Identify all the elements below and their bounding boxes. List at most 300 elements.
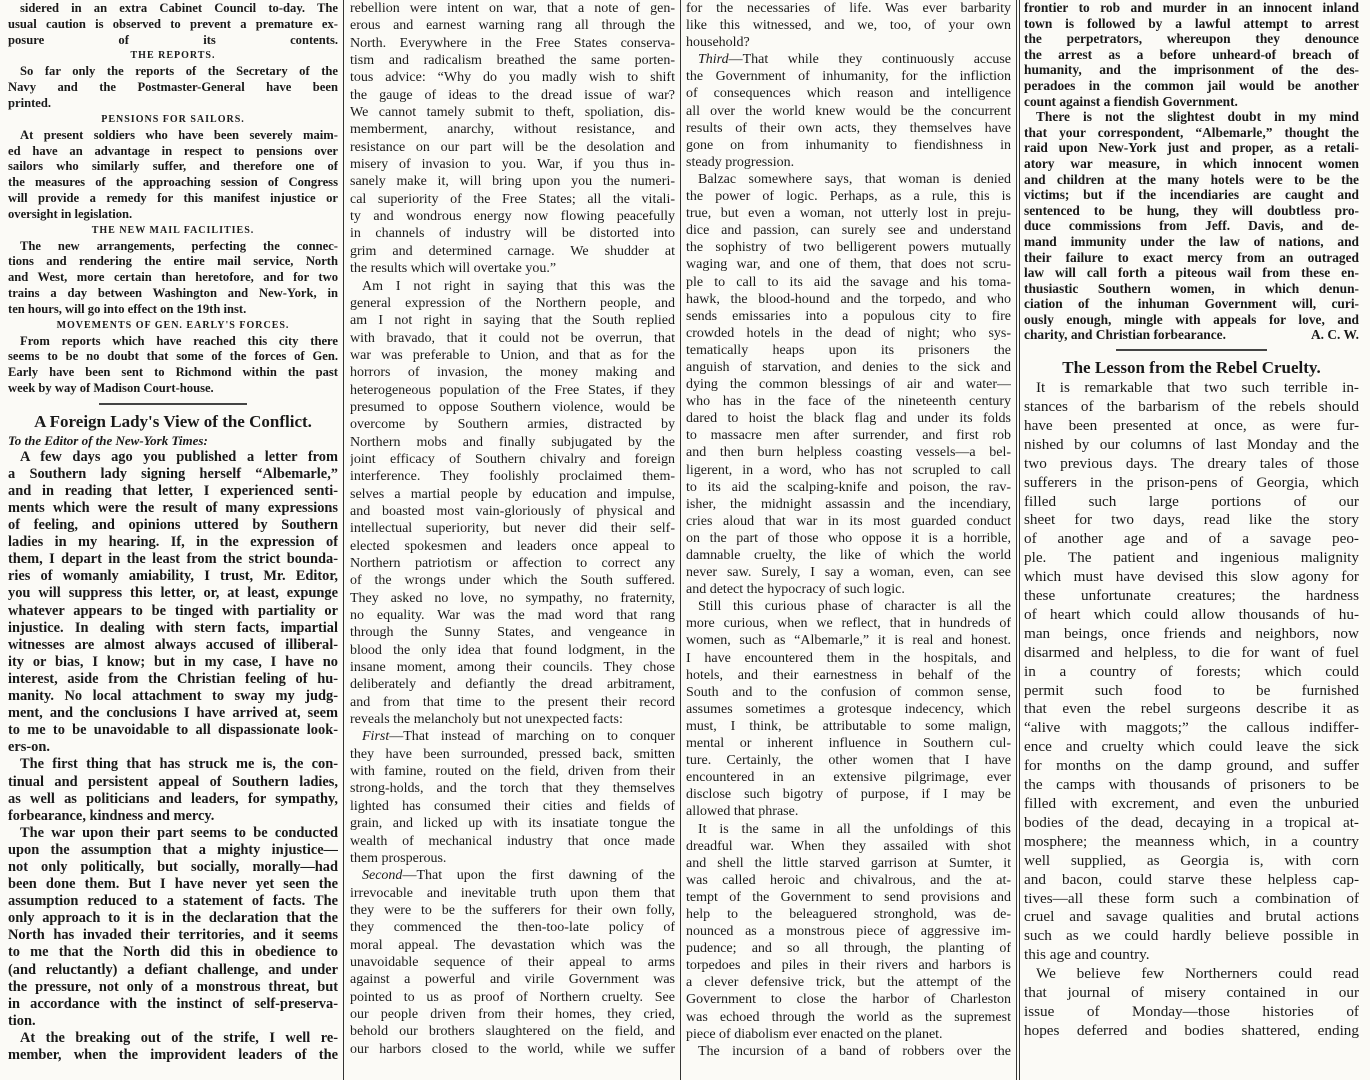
- line-text: issue of Monday—those histories of: [1024, 1002, 1359, 1020]
- text-line: [686, 872, 1011, 889]
- text-line: [350, 885, 675, 902]
- paragraph: [8, 1, 338, 48]
- text-line: [686, 650, 1011, 667]
- text-line: [350, 937, 675, 954]
- line-text: We cannot tamely submit to theft, spoliation, dis-: [350, 105, 675, 121]
- line-text: that journal of misery contained in our: [1024, 984, 1359, 1002]
- text-line: [1024, 871, 1359, 890]
- paragraph: [8, 1030, 338, 1064]
- text-line: [686, 1026, 1011, 1043]
- line-text: South and to the confusion of common sense,: [686, 684, 1011, 700]
- line-text: ciation of the inhuman Government will, curi-: [1024, 296, 1359, 312]
- text-line: [686, 513, 1011, 530]
- line-text: mosphere; the meanness which, in a country: [1024, 832, 1359, 850]
- line-text: to massacre men after surrender, and first rob: [686, 428, 1011, 444]
- line-text: sheet for two days, read like the story: [1024, 511, 1359, 529]
- line-text: tous advice: “Why do you madly wish to shift: [350, 70, 675, 86]
- line-text: the power of logic. Perhaps, as a rule, this is: [686, 189, 1011, 205]
- line-text: North. Everywhere in the Free States conserva-: [350, 35, 675, 51]
- line-text: not only politically, but socially, morally—had: [8, 858, 338, 875]
- paragraph: [8, 128, 338, 223]
- line-text: cruel and savage qualities and brutal actions: [1024, 908, 1359, 926]
- text-line: [1024, 530, 1359, 549]
- line-text: ously enough, mingle with appeals for love, and: [1024, 311, 1359, 327]
- text-line: [350, 833, 675, 850]
- text-line: [1024, 140, 1359, 156]
- line-text: the results which will overtake you.”: [350, 261, 557, 277]
- text-line: [686, 974, 1011, 991]
- text-line: [350, 330, 675, 347]
- text-line: [350, 728, 675, 745]
- text-line: [8, 17, 338, 33]
- line-text: and children at the many hotels were to be the: [1024, 171, 1359, 187]
- text-line: [8, 1, 338, 17]
- text-line: [686, 923, 1011, 940]
- text-line: [686, 1043, 1011, 1060]
- line-text: on the part of those who oppose it is a horrible,: [686, 530, 1011, 546]
- text-line: [8, 80, 338, 96]
- text-line: [350, 191, 675, 208]
- line-text: atory war measure, in which innocent women: [1024, 155, 1359, 171]
- paragraph: [686, 821, 1011, 1043]
- text-line: [8, 808, 338, 825]
- line-text: with bravado, that it could not be overrun, that: [350, 330, 675, 346]
- line-text: heterogeneous population of the Free States, if they: [350, 382, 675, 398]
- line-text: insane moment, among their councils. They chose: [350, 660, 675, 676]
- text-line: [1024, 265, 1359, 281]
- text-line: [686, 427, 1011, 444]
- line-text: to me to be unavoidable to all dispassionate look-: [8, 722, 338, 739]
- line-text: and boasted most vain-gloriously of physical and: [350, 503, 675, 519]
- text-line: [350, 572, 675, 589]
- text-line: [1024, 568, 1359, 587]
- line-text: waging war, and one of them, that does not scru-: [686, 257, 1011, 273]
- line-text: damnable cruelty, the like of which the world: [686, 548, 1011, 563]
- line-text: help to the beleaguered stronghold, was de-: [686, 906, 1011, 922]
- line-text: that even the rebel surgeons describe it as: [1024, 700, 1359, 718]
- line-text: tempt of the Government to send provisions and: [686, 889, 1011, 905]
- line-text: deliberately and defiantly the dread arbitrament,: [350, 677, 675, 693]
- text-line: [686, 342, 1011, 359]
- line-text: I have encountered them in the hospitals, and: [686, 650, 1011, 666]
- text-line: [8, 910, 338, 927]
- paragraph: [350, 278, 675, 729]
- line-text: well supplied, as Georgia is, with corn: [1024, 851, 1359, 869]
- line-text: dice and passion, can surely see and understand: [686, 223, 1011, 239]
- text-line: [8, 654, 338, 671]
- text-line: [350, 399, 675, 416]
- text-line: [1024, 474, 1359, 493]
- text-line: [686, 393, 1011, 410]
- line-text: wealth of mechanical industry that once made: [350, 833, 675, 849]
- text-line: [1024, 946, 1359, 965]
- line-text: tion.: [8, 1012, 36, 1029]
- section-divider: [1116, 349, 1267, 351]
- line-text: tinual and persistent appeal of Southern ladies,: [8, 773, 338, 790]
- text-line: [686, 821, 1011, 838]
- line-text: a Southern lady signing herself “Albemarle,”: [8, 465, 338, 482]
- line-text: interference. They foolishly proclaimed them-: [350, 469, 675, 485]
- text-line: [686, 291, 1011, 308]
- text-line: [8, 739, 338, 756]
- line-text: From reports which have reached this city there: [20, 333, 338, 348]
- line-text: them prosperous.: [350, 850, 447, 866]
- column-section: [8, 411, 338, 1064]
- text-line: [686, 496, 1011, 513]
- line-text: They asked no love, no sympathy, no fraternity,: [350, 590, 675, 606]
- line-text: assumption reduced to a statement of facts. The: [8, 893, 338, 910]
- text-line: [8, 688, 338, 705]
- text-line: [350, 0, 675, 17]
- line-text: sentenced to be hung, they will doubtless pro-: [1024, 202, 1359, 218]
- text-line: [8, 1030, 338, 1047]
- text-line: [686, 769, 1011, 786]
- line-text: pointed to us as proof of Northern cruelty. See: [350, 989, 675, 1005]
- text-line: [686, 889, 1011, 906]
- text-line: [8, 944, 338, 961]
- text-line: [350, 364, 675, 381]
- text-line: [686, 957, 1011, 974]
- text-line: [8, 517, 338, 534]
- line-text: dreadful war. When they assailed with shot: [686, 838, 1011, 854]
- line-text: strong-holds, and the torch that they themselves: [350, 781, 675, 797]
- line-text: charity, and Christian forbearance.: [1024, 327, 1226, 343]
- column-rule: [680, 0, 681, 1080]
- text-line: [8, 334, 338, 350]
- text-line: [8, 365, 338, 381]
- text-line: [350, 798, 675, 815]
- text-line: [350, 780, 675, 797]
- text-line: [1024, 436, 1359, 455]
- line-text: them, I depart in the least from the strict bounda-: [8, 551, 338, 568]
- line-text: against a powerful and virile Government was: [350, 972, 675, 988]
- text-line: [1024, 94, 1359, 110]
- line-text: permit such food to be furnished: [1024, 681, 1359, 699]
- text-line: [350, 139, 675, 156]
- section-heading: THE NEW MAIL FACILITIES.: [91, 224, 255, 236]
- line-text: disclose such bigotry of purpose, if I may be: [686, 787, 1011, 803]
- line-text: our harbors closed to the world, while we suffer: [350, 1041, 675, 1057]
- text-line: [350, 156, 675, 173]
- line-text: printed.: [8, 95, 52, 110]
- line-text: duce commissions from Jeff. Davis, and de-: [1024, 218, 1359, 234]
- line-text: and then burn helpless coasting vessels—a bel-: [686, 445, 1011, 461]
- article-salutation: To the Editor of the New-York Times:: [8, 432, 208, 448]
- line-text: dying the common blessings of air and water—: [686, 377, 1011, 393]
- text-line: [350, 1023, 675, 1040]
- line-text: Navy and the Postmaster-General have been: [8, 80, 338, 95]
- line-text: the arrest as a before unheard-of breach of: [1024, 46, 1359, 62]
- text-line: [1024, 47, 1359, 63]
- line-text: count against a fiendish Government.: [1024, 93, 1238, 109]
- line-text: household?: [686, 35, 750, 51]
- line-text: ed have an advantage in respect to pensions over: [8, 143, 338, 158]
- text-line: [686, 410, 1011, 427]
- text-line: [1024, 0, 1359, 16]
- line-text: they commenced the then-too-late policy of: [350, 920, 675, 936]
- text-line: [1024, 296, 1359, 312]
- paragraph: [1024, 0, 1359, 109]
- line-text: injustice. In dealing with stern facts, impartial: [8, 619, 338, 636]
- text-line: [1024, 125, 1359, 141]
- line-text: It is the same in all the unfoldings of this: [698, 821, 1011, 837]
- text-line: [1024, 398, 1359, 417]
- text-line: [686, 171, 1011, 188]
- text-line: [686, 564, 1011, 581]
- text-line: [686, 205, 1011, 222]
- text-line: [1024, 776, 1359, 795]
- paragraph: [1024, 379, 1359, 965]
- text-line: [8, 483, 338, 500]
- text-line: [350, 954, 675, 971]
- line-text: peradoes in the common jail would be another: [1024, 77, 1359, 93]
- text-line: [350, 312, 675, 329]
- line-text: North has invaded their territories, and it seems: [8, 927, 338, 944]
- line-text: ty and wondrous energy now flowing peacefully: [350, 209, 675, 225]
- line-text: was echoed through the world as the supremest: [686, 1009, 1011, 1025]
- text-line: [1024, 327, 1359, 343]
- text-line: [350, 1006, 675, 1023]
- line-text: grim and determined carnage. We shudder at: [350, 243, 675, 259]
- line-text: pudence; and so all through, the planting of: [686, 941, 1011, 957]
- text-line: [1024, 493, 1359, 512]
- line-text: (and reluctantly) a defiant challenge, and under: [8, 961, 338, 978]
- text-line: [1024, 203, 1359, 219]
- column-section: [350, 0, 675, 1058]
- text-line: [686, 598, 1011, 615]
- paragraph: [350, 728, 675, 867]
- line-text: irrevocable and inevitable truth upon them that: [350, 885, 675, 901]
- text-line: [1024, 663, 1359, 682]
- text-line: [686, 308, 1011, 325]
- section-heading: MOVEMENTS OF GEN. EARLY'S FORCES.: [56, 319, 290, 331]
- text-line: [350, 295, 675, 312]
- line-text: We believe few Northerners could read: [1036, 965, 1359, 983]
- line-text: mand immunity under the law of nations, and: [1024, 233, 1359, 249]
- text-line: [686, 222, 1011, 239]
- paragraph: [1024, 109, 1359, 343]
- line-text: moral appeal. The devastation which was the: [350, 937, 675, 953]
- line-text: joint efficacy of Southern chivalry and foreign: [350, 451, 675, 467]
- text-line: [350, 382, 675, 399]
- line-text: isher, the midnight assassin and the incendiary,: [686, 496, 1011, 512]
- line-text: our people driven from their homes, they cried,: [350, 1006, 675, 1022]
- text-line: [350, 225, 675, 242]
- text-line: [1024, 281, 1359, 297]
- line-text: blood the only idea that found lodgment, in the: [350, 642, 675, 658]
- text-line: [350, 624, 675, 641]
- line-text: been done them. But I have never yet seen the: [8, 876, 338, 893]
- newspaper-column: [350, 0, 675, 1080]
- text-line: [686, 940, 1011, 957]
- text-line: [1024, 965, 1359, 984]
- line-text: they were to be the sufferers for their own folly,: [350, 902, 675, 918]
- text-line: [1024, 218, 1359, 234]
- line-text: gone on from inhumanity to fiendishness in: [686, 137, 1011, 153]
- text-line: [8, 500, 338, 517]
- text-line: [8, 585, 338, 602]
- paragraph: [8, 756, 338, 824]
- text-line: [8, 144, 338, 160]
- text-line: [686, 632, 1011, 649]
- line-text: At present soldiers who have been severely maim-: [20, 127, 338, 142]
- line-text: trains a day between Washington and New-York, in: [8, 285, 338, 300]
- text-line: [686, 274, 1011, 291]
- line-text: will provide a remedy for this manifest injustice or: [8, 190, 338, 205]
- line-text: as well as politicians and leaders, for sympathy,: [8, 790, 338, 807]
- line-text: through the Sunny States, and vengeance in: [350, 625, 675, 641]
- text-line: [8, 979, 338, 996]
- line-text: hopes deferred and bodies shattered, ending: [1024, 1021, 1359, 1039]
- text-line: [8, 349, 338, 365]
- line-text: the measures of the approaching session of Congress: [8, 175, 338, 190]
- line-text: ment, and the conclusions I have arrived at, seem: [8, 705, 338, 722]
- column-rule: [1019, 0, 1020, 1080]
- text-line: [686, 68, 1011, 85]
- paragraph: [686, 0, 1011, 51]
- text-line: [350, 260, 675, 277]
- line-text: upon the assumption that a mighty injustice—: [8, 841, 338, 858]
- section-heading: PENSIONS FOR SAILORS.: [101, 113, 245, 125]
- line-text: There is not the slightest doubt in my mind: [1036, 109, 1359, 125]
- line-text: usual caution is observed to prevent a premature ex-: [8, 16, 338, 31]
- line-text: horrors of invasion, the money making and: [350, 365, 675, 381]
- paragraph: [686, 598, 1011, 820]
- text-line: [8, 207, 338, 223]
- line-text: intellectual superiority, but never did their self-: [350, 521, 675, 537]
- text-line: [1024, 62, 1359, 78]
- line-text: assumes sometimes a grotesque indecency, which: [686, 701, 1011, 717]
- line-text: misery of invasion to you. War, if you thus in-: [350, 157, 675, 173]
- text-line: [686, 120, 1011, 137]
- text-line: [686, 239, 1011, 256]
- line-text: never saw. Surely, I say a woman, even, can see: [686, 565, 1011, 581]
- line-text: am I not right in saying that the South replied: [350, 313, 675, 329]
- text-line: [1024, 795, 1359, 814]
- line-text: member, when the improvident leaders of the: [8, 1047, 338, 1064]
- line-text: presumed to oppose Southern violence, would be: [350, 399, 675, 415]
- paragraph-lead: First: [362, 729, 390, 745]
- paragraph: [686, 171, 1011, 598]
- column-section: [1024, 357, 1359, 1041]
- line-text: war was preferable to Union, and that as for the: [350, 347, 675, 363]
- text-line: [8, 551, 338, 568]
- text-line: [686, 479, 1011, 496]
- line-text: filled such large portions of our: [1024, 492, 1359, 510]
- text-line: [8, 842, 338, 859]
- text-line: [8, 1013, 338, 1030]
- text-line: [1024, 757, 1359, 776]
- text-line: [350, 659, 675, 676]
- section-divider: [99, 403, 248, 405]
- line-text: frontier to rob and murder in an innocent inland: [1024, 0, 1359, 15]
- text-line: [1024, 1022, 1359, 1041]
- line-text: of heart which could allow thousands of hu-: [1024, 605, 1359, 623]
- line-text: forbearance, kindness and mercy.: [8, 807, 215, 824]
- text-line: [350, 347, 675, 364]
- text-line: [350, 815, 675, 832]
- text-line: [1024, 1003, 1359, 1022]
- line-text: So far only the reports of the Secretary of the: [20, 64, 338, 79]
- text-line: [350, 121, 675, 138]
- line-text: crowded hotels in the dead of night; who sys-: [686, 325, 1011, 341]
- line-text: Am I not right in saying that this was the: [362, 278, 675, 294]
- column-section: [8, 0, 338, 405]
- paragraph: [350, 0, 675, 278]
- line-text: bodies of the dead, decaying in a tropical at-: [1024, 813, 1359, 831]
- line-text: —That while they continuously accuse: [728, 52, 1011, 68]
- text-line: [1024, 625, 1359, 644]
- line-text: sends emissaries into a populous city to fire: [686, 308, 1011, 324]
- text-line: [350, 468, 675, 485]
- line-text: witnesses are almost always accused of illiberal-: [8, 636, 338, 653]
- text-line: [686, 34, 1011, 51]
- text-line: [350, 520, 675, 537]
- line-text: of consequences which reason and intelligence: [686, 86, 1011, 102]
- text-line: [686, 803, 1011, 820]
- line-text: thusiastic Southern women, in which denun-: [1024, 280, 1359, 296]
- text-line: [686, 735, 1011, 752]
- text-line: [1024, 833, 1359, 852]
- line-text: for months on the damp ground, and suffer: [1024, 757, 1359, 775]
- text-line: [350, 902, 675, 919]
- text-line: [350, 590, 675, 607]
- line-text: unavoidable sequence of their appeal to arms: [350, 954, 675, 970]
- line-text: sailors who similarly suffer, and therefore one of: [8, 159, 338, 174]
- line-text: with famine, routed on the field, driven from their: [350, 764, 675, 780]
- text-line: [350, 607, 675, 624]
- text-line: [1024, 417, 1359, 436]
- line-text: these unfortunate creatures; the hardness: [1024, 587, 1359, 605]
- text-line: [1024, 234, 1359, 250]
- text-line: [1024, 984, 1359, 1003]
- text-line: [1024, 549, 1359, 568]
- line-text: behold our brothers slaughtered on the field, and: [350, 1024, 675, 1040]
- text-line: [350, 434, 675, 451]
- text-line: [8, 876, 338, 893]
- text-line: [8, 603, 338, 620]
- newspaper-column: [8, 0, 338, 1080]
- line-text: the perpetrators, whereupon they denounce: [1024, 31, 1359, 47]
- text-line: [686, 906, 1011, 923]
- author-signature: A. C. W.: [1311, 327, 1359, 343]
- text-line: [8, 534, 338, 551]
- line-text: lighted has consumed their cities and fields of: [350, 798, 675, 814]
- text-line: [8, 705, 338, 722]
- text-line: [350, 243, 675, 260]
- text-line: [1024, 587, 1359, 606]
- line-text: seems to be no doubt that some of the forces of Gen.: [8, 349, 338, 364]
- line-text: town is followed by a lawful attempt to arrest: [1024, 15, 1359, 31]
- text-line: [1024, 78, 1359, 94]
- text-line: [1024, 908, 1359, 927]
- text-line: [686, 667, 1011, 684]
- text-line: [8, 254, 338, 270]
- text-line: [686, 137, 1011, 154]
- line-text: —That upon the first dawning of the: [402, 868, 675, 884]
- text-line: [1024, 156, 1359, 172]
- line-text: in accordance with the instinct of self-preserva-: [8, 995, 338, 1012]
- text-line: [8, 33, 338, 49]
- line-text: manity. No local attachment to sway my judg-: [8, 688, 338, 705]
- text-line: [686, 752, 1011, 769]
- text-line: [686, 85, 1011, 102]
- text-line: [686, 0, 1011, 17]
- text-line: [1024, 16, 1359, 32]
- text-line: [8, 191, 338, 207]
- text-line: [686, 51, 1011, 68]
- text-line: [350, 52, 675, 69]
